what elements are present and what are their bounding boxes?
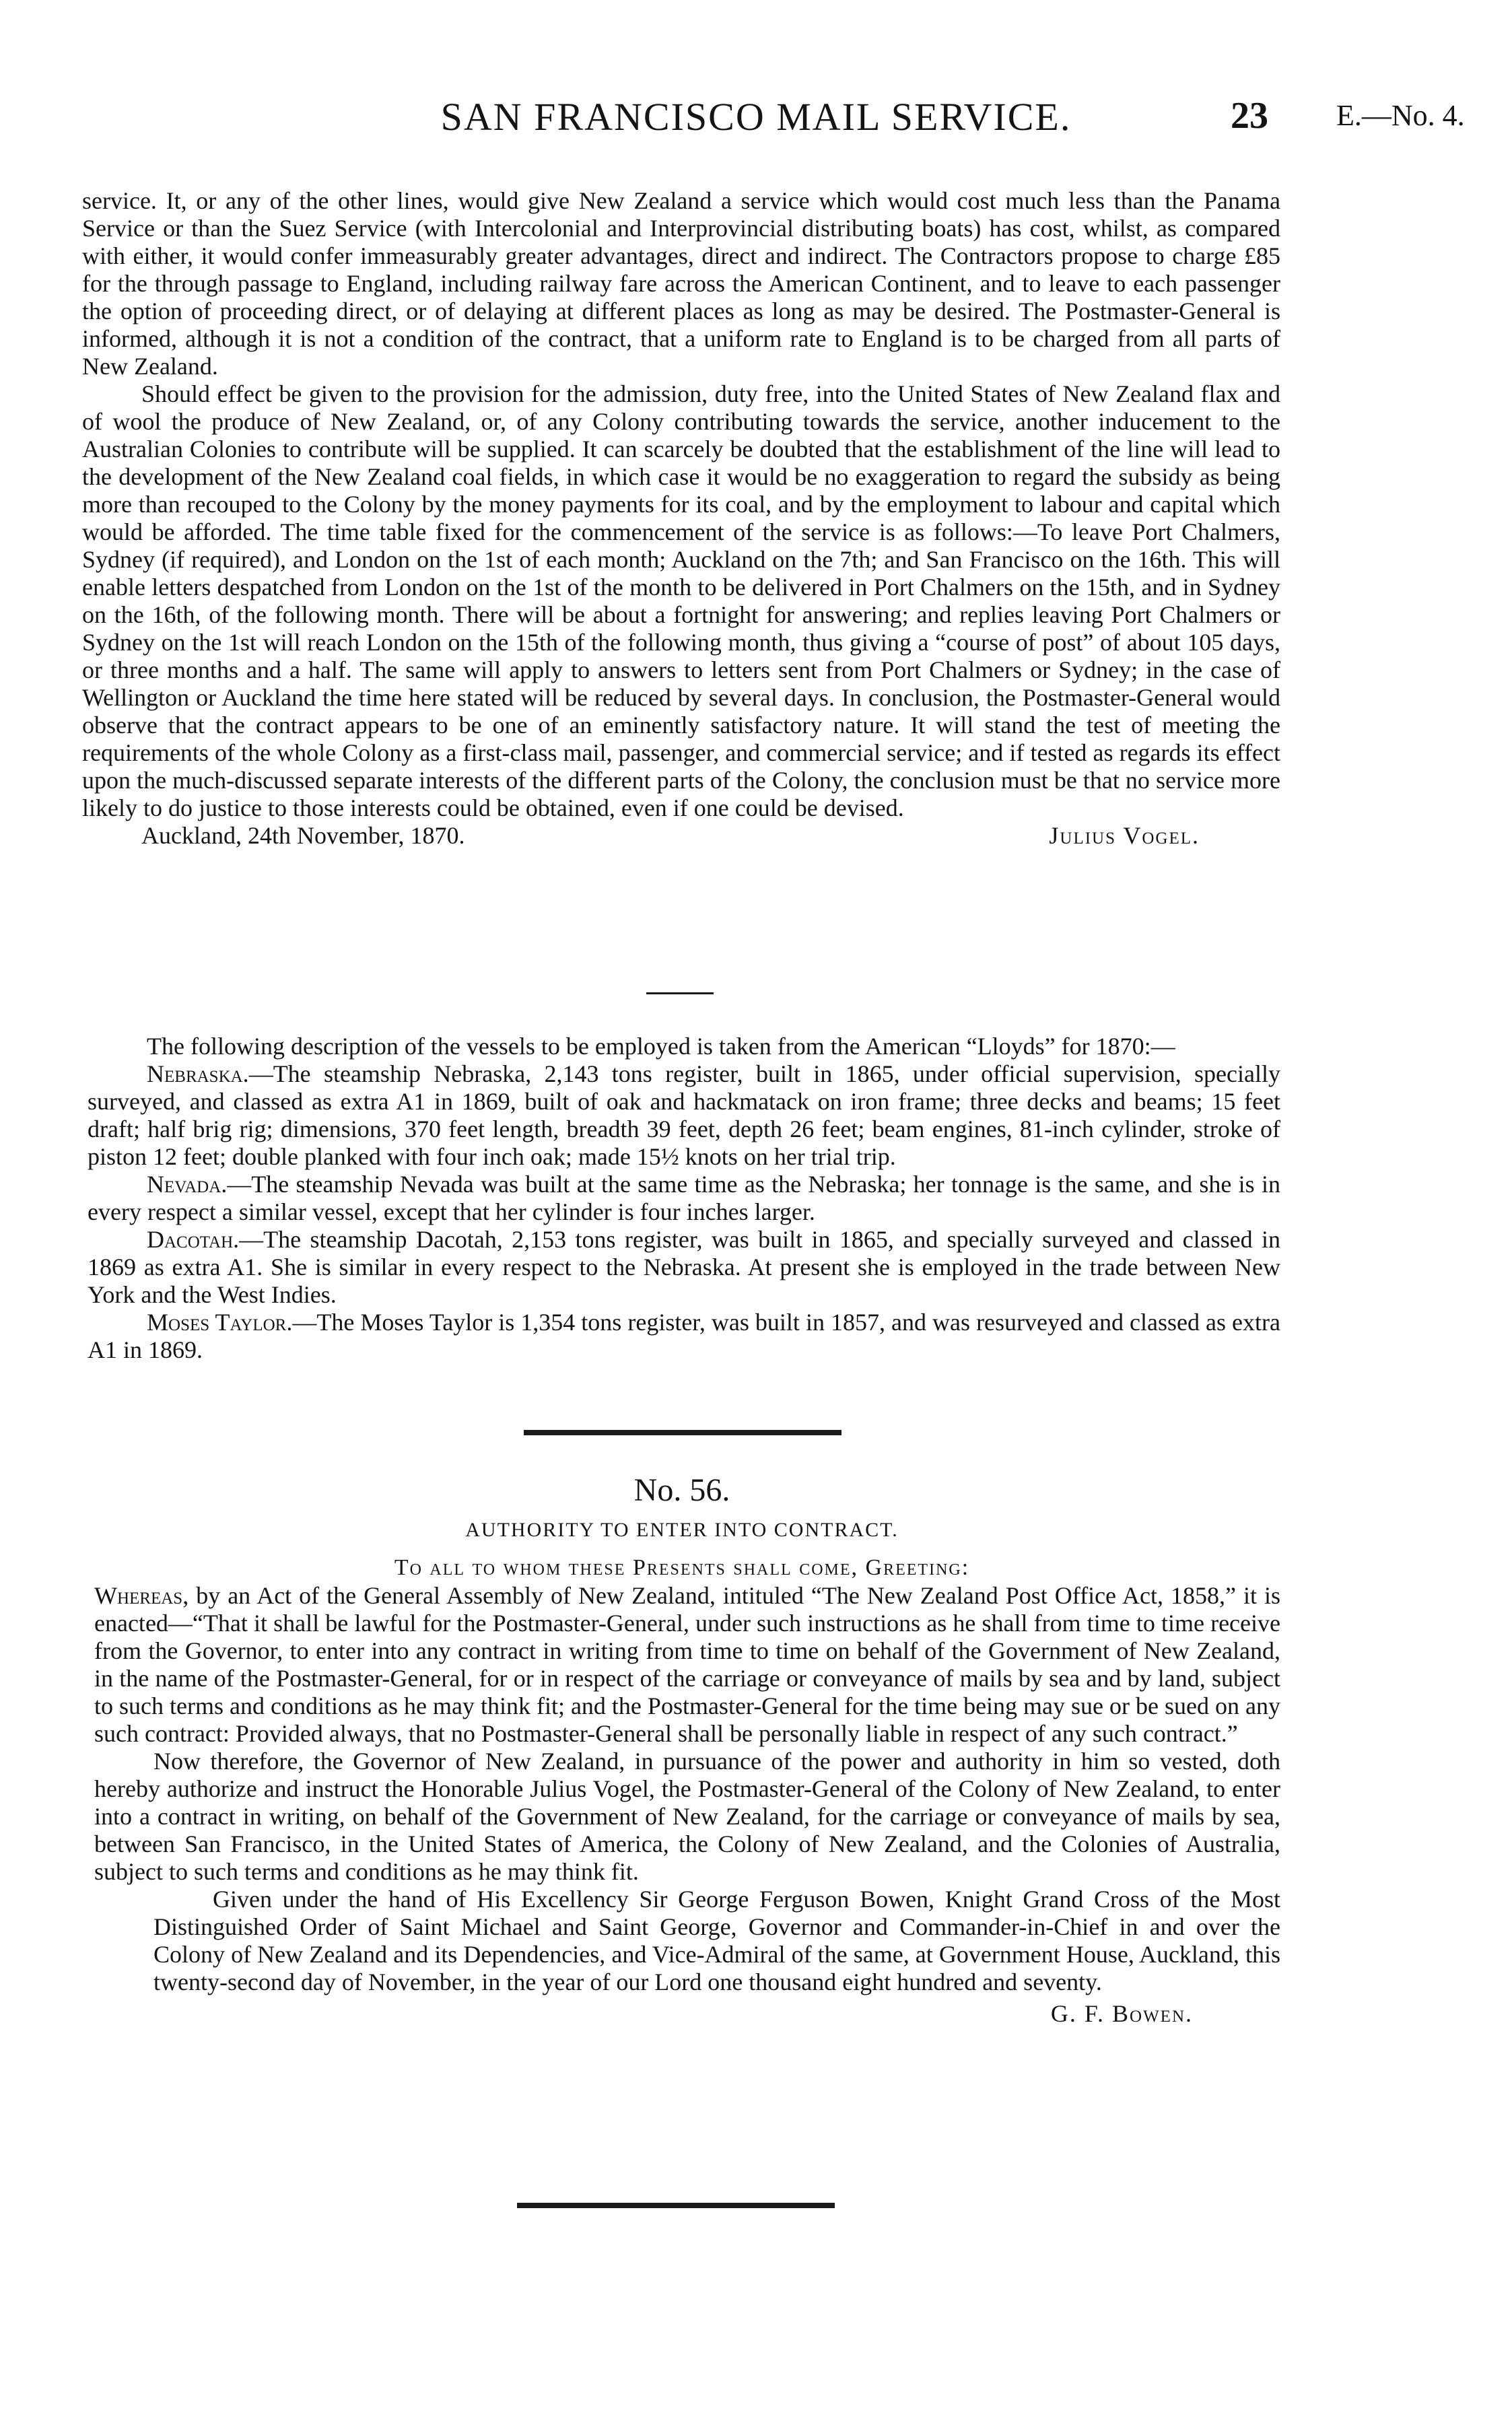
vessel-text: —The Moses Taylor is 1,354 tons register, was built in 1857, and was resurveyed and classed as extra A1 in 1869. (88, 1309, 1281, 1363)
governor-signature: G. F. Bowen. (1050, 2000, 1193, 2027)
document-heading: AUTHORITY TO ENTER INTO CONTRACT. (465, 1519, 899, 1541)
document-reference: E.—No. 4. (1336, 99, 1465, 132)
running-header-title: SAN FRANCISCO MAIL SERVICE. (440, 95, 1072, 139)
memorandum-continuation (82, 187, 1280, 850)
whereas-text: by an Act of the General Assembly of New Zealand, intituled “The New Zealand Post Office Act, 1858,” it is enacted—“That it shall be lawful for the Postmaster-General, under such instructions as he shall from time to time receive from the Governor, to enter into any contract in writing from time to time on behalf of the Government of New Zealand, in the name of the Postmaster-General, for or in respect of the carriage or conveyance of mails by sea and by land, subject to such terms and conditions as he may think fit; and the Postmaster-General for the time being may sue or be sued on any such contract: Provided always, that no Postmaster-General shall be personally liable in respect of any such contract.” (94, 1582, 1280, 1747)
now-therefore-paragraph: Now therefore, the Governor of New Zealand, in pursuance of the power and authority in him so vested, doth hereby authorize and instruct the Honorable Julius Vogel, the Postmaster-General of the Colony of New Zealand, to enter into a contract in writing, on behalf of the Government of New Zealand, for the carriage or conveyance of mails by sea, between San Francisco, in the United States of America, the Colony of New Zealand, and the Colonies of Australia, subject to such terms and conditions as he may think fit. (94, 1748, 1280, 1885)
vessel-text: —The steamship Nevada was built at the same time as the Nebraska; her tonnage is the same, and she is in every respect a similar vessel, except that her cylinder is four inches larger. (88, 1171, 1280, 1225)
vessel-descriptions (88, 1033, 1280, 1364)
intro-paragraph: The following description of the vessels to be employed is taken from the American “Lloyds” for 1870:— (147, 1033, 1175, 1060)
vessel-text: —The steamship Nebraska, 2,143 tons register, built in 1865, under official supervision, specially surveyed, and classed as extra A1 in 1869, built of oak and hackmatack on iron frame; three decks and beams; 15 feet draft; half brig rig; dimensions, 370 feet length, breadth 39 feet, depth 26 feet; beam engines, 81-inch cylinder, stroke of piston 12 feet; double planked with four inch oak; made 15½ knots on her trial trip. (88, 1060, 1280, 1170)
signoff-row (82, 822, 1280, 850)
vessel-name: Moses Taylor. (147, 1309, 293, 1336)
vessel-paragraph (88, 1060, 1280, 1171)
given-under-paragraph: Given under the hand of His Excellency Sir George Ferguson Bowen, Knight Grand Cross of the Most Distinguished Order of Saint Michael and Saint George, Governor and Commander-in-Chief in and over the Colony of New Zealand and its Dependencies, and Vice-Admiral of the same, at Government House, Auckland, this twenty-second day of November, in the year of our Lord one thousand eight hundred and seventy. (153, 1886, 1280, 1995)
authority-text (94, 1582, 1280, 2031)
whereas-lead: Whereas, (94, 1582, 189, 1609)
section-divider (646, 992, 714, 994)
section-divider-bold (524, 1430, 841, 1435)
vessel-paragraph (88, 1171, 1280, 1226)
vessel-name: Dacotah. (147, 1226, 240, 1253)
signature: Julius Vogel. (1049, 822, 1200, 849)
vessel-paragraph (88, 1309, 1280, 1364)
vessel-name: Nebraska. (147, 1060, 249, 1087)
document-number: No. 56. (633, 1472, 730, 1508)
greeting-line: To all to whom these Presents shall come, Greeting: (394, 1555, 970, 1580)
vessel-text: —The steamship Dacotah, 2,153 tons register, was built in 1865, and specially surveyed and classed in 1869 as extra A1. She is similar in every respect to the Nebraska. At present she is employed in the trade between New York and the West Indies. (88, 1226, 1280, 1308)
place-and-date: Auckland, 24th November, 1870. (141, 822, 465, 849)
page-number: 23 (1231, 95, 1268, 137)
paragraph: Should effect be given to the provision for the admission, duty free, into the United States of New Zealand flax and of wool the produce of New Zealand, or, of any Colony contributing towards the service, another inducement to the Australian Colonies to contribute will be supplied. It can scarcely be doubted that the establishment of the line will lead to the development of the New Zealand coal fields, in which case it would be no exaggeration to regard the subsidy as being more than recouped to the Colony by the money payments for its coal, and by the employment to labour and capital which would be afforded. The time table fixed for the commencement of the service is as follows:—To leave Port Chalmers, Sydney (if required), and London on the 1st of each month; Auckland on the 7th; and San Francisco on the 16th. This will enable letters despatched from London on the 1st of the month to be delivered in Port Chalmers on the 15th, and in Sydney on the 16th, of the following month. There will be about a fortnight for answering; and replies leaving Port Chalmers or Sydney on the 1st will reach London on the 15th of the following month, thus giving a “course of post” of about 105 days, or three months and a half. The same will apply to answers to letters sent from Port Chalmers or Sydney; in the case of Wellington or Auckland the time here stated will be reduced by several days. In conclusion, the Postmaster-General would observe that the contract appears to be one of an eminently satisfactory nature. It will stand the test of meeting the requirements of the whole Colony as a first-class mail, passenger, and commercial service; and if tested as regards its effect upon the much-discussed separate interests of the different parts of the Colony, the conclusion must be that no service more likely to do justice to those interests could be obtained, even if one could be devised. (82, 380, 1280, 821)
vessel-paragraph (88, 1226, 1280, 1309)
end-divider-bold (517, 2203, 835, 2208)
whereas-paragraph (94, 1582, 1280, 1748)
paragraph: service. It, or any of the other lines, would give New Zealand a service which would cost much less than the Panama Service or than the Suez Service (with Intercolonial and Interprovincial distributing boats) has cost, whilst, as compared with either, it would confer immeasurably greater advantages, direct and indirect. The Contractors propose to charge £85 for the through passage to England, including railway fare across the American Continent, and to leave to each passenger the option of proceeding direct, or of delaying at different places as long as may be desired. The Postmaster-General is informed, although it is not a condition of the contract, that a uniform rate to England is to be charged from all parts of New Zealand. (82, 187, 1280, 380)
vessel-name: Nevada. (147, 1171, 228, 1198)
